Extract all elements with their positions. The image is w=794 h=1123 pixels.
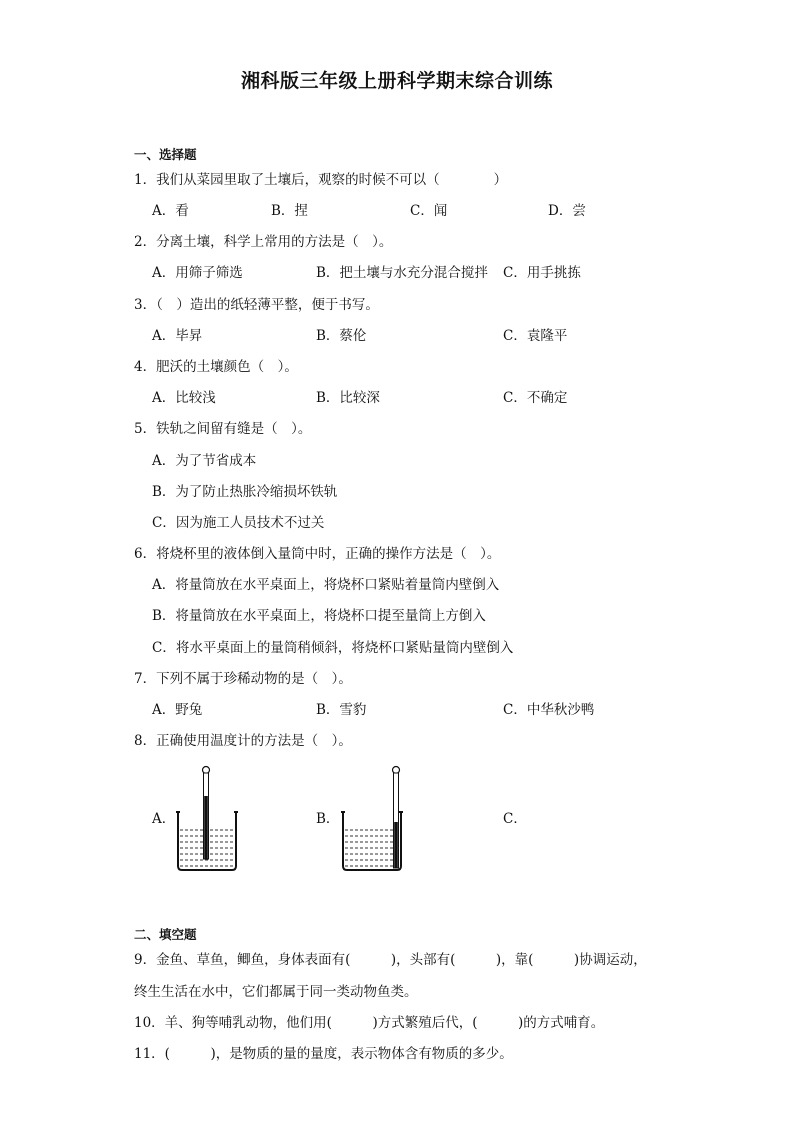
question-4-option-b: B．比较深 <box>316 390 380 406</box>
question-5-option-b: B．为了防止热胀冷缩损坏铁轨 <box>152 484 338 500</box>
question-1-option-c: C．闻 <box>410 203 448 219</box>
question-1-stem: 1．我们从菜园里取了土壤后，观察的时候不可以（ ） <box>134 172 508 188</box>
thermometer-icon <box>203 767 210 860</box>
question-7-option-a: A．野兔 <box>152 702 203 718</box>
question-1-option-a: A．看 <box>152 203 189 219</box>
question-6-stem: 6．将烧杯里的液体倒入量筒中时，正确的操作方法是（ ）。 <box>134 546 501 562</box>
question-6-option-b: B．将量筒放在水平桌面上，将烧杯口提至量筒上方倒入 <box>152 608 486 624</box>
question-7-option-b: B．雪豹 <box>316 702 367 718</box>
question-2-stem: 2．分离土壤，科学上常用的方法是（ ）。 <box>134 234 393 250</box>
question-2-option-b: B．把土壤与水充分混合搅拌 <box>316 265 488 281</box>
section-heading-choice: 一、选择题 <box>134 147 197 162</box>
question-5-stem: 5．铁轨之间留有缝是（ ）。 <box>134 421 312 437</box>
question-6-option-a: A．将量筒放在水平桌面上，将烧杯口紧贴着量筒内壁倒入 <box>152 577 500 593</box>
beaker-thermometer-image-a <box>172 762 242 874</box>
question-1-option-d: D．尝 <box>548 203 586 219</box>
section-heading-fill-blank: 二、填空题 <box>134 927 197 942</box>
question-1-option-b: B．捏 <box>271 203 308 219</box>
question-5-option-c: C．因为施工人员技术不过关 <box>152 515 325 531</box>
question-2-option-a: A．用筛子筛选 <box>152 265 243 281</box>
question-8-stem: 8．正确使用温度计的方法是（ ）。 <box>134 733 352 749</box>
question-5-option-a: A．为了节省成本 <box>152 453 257 469</box>
question-7-option-c: C．中华秋沙鸭 <box>503 702 595 718</box>
beaker-thermometer-image-b <box>337 762 407 874</box>
question-4-option-c: C．不确定 <box>503 390 568 406</box>
page-title: 湘科版三年级上册科学期末综合训练 <box>240 70 553 92</box>
question-8-option-c: C． <box>503 811 527 827</box>
question-7-stem: 7．下列不属于珍稀动物的是（ ）。 <box>134 671 352 687</box>
question-3-option-c: C．袁隆平 <box>503 328 568 344</box>
question-11: 11．( )，是物质的量的量度，表示物体含有物质的多少。 <box>134 1046 513 1062</box>
question-6-option-c: C．将水平桌面上的量筒稍倾斜，将烧杯口紧贴量筒内壁倒入 <box>152 640 514 656</box>
question-9-line-1: 9．金鱼、草鱼，鲫鱼，身体表面有( )，头部有( )，靠( )协调运动， <box>134 952 647 968</box>
question-4-stem: 4．肥沃的土壤颜色（ ）。 <box>134 359 298 375</box>
thermometer-icon <box>393 767 400 869</box>
question-3-option-a: A．毕昇 <box>152 328 203 344</box>
question-3-option-b: B．蔡伦 <box>316 328 367 344</box>
question-4-option-a: A．比较浅 <box>152 390 216 406</box>
question-9-line-2: 终生生活在水中，它们都属于同一类动物鱼类。 <box>134 984 418 1000</box>
question-2-option-c: C．用手挑拣 <box>503 265 581 281</box>
liquid-lines <box>345 830 393 866</box>
question-8-option-a: A． <box>152 811 176 827</box>
question-3-stem: 3．（ ）造出的纸轻薄平整，便于书写。 <box>134 297 379 313</box>
question-8-option-b: B． <box>316 811 340 827</box>
question-10: 10．羊、狗等哺乳动物，他们用( )方式繁殖后代，( )的方式哺育。 <box>134 1015 605 1031</box>
